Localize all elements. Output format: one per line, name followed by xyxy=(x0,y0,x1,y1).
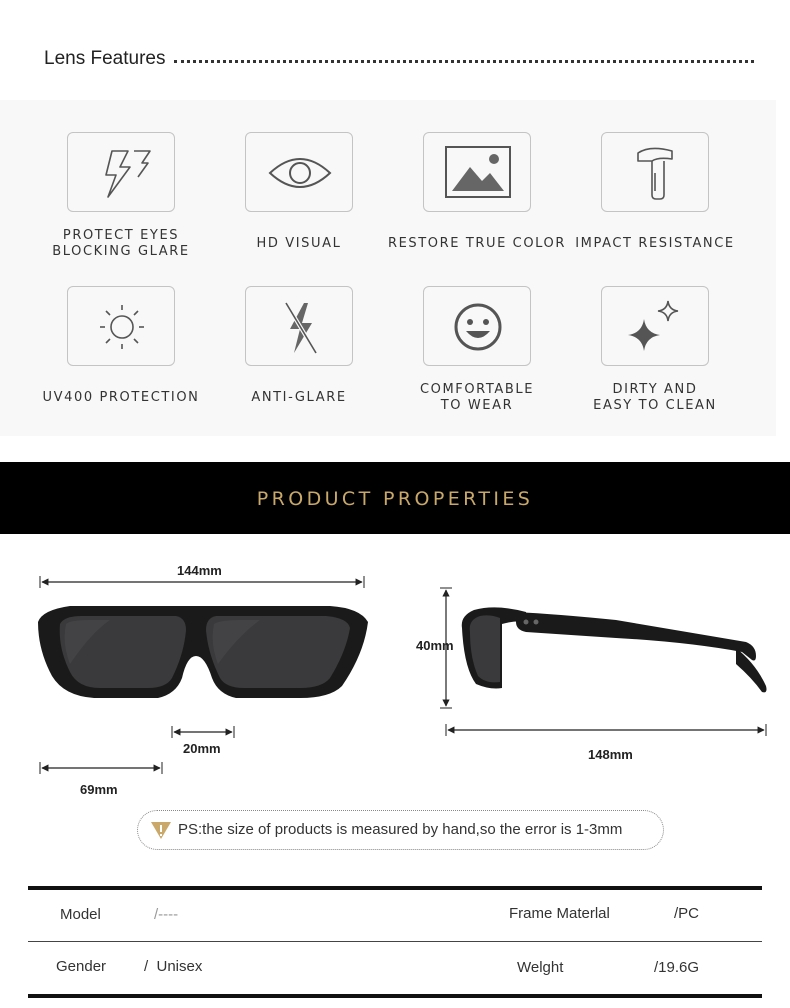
lens-width-label: 69mm xyxy=(80,782,118,797)
gender-label: Gender xyxy=(56,958,107,975)
gender-value: / Unisex xyxy=(144,958,203,975)
temple-length-label: 148mm xyxy=(588,747,633,762)
sparkle-icon xyxy=(601,286,709,366)
dotted-divider xyxy=(174,60,754,63)
anti-glare-icon xyxy=(245,286,353,366)
feature-label: IMPACT RESISTANCE xyxy=(575,236,735,251)
feature-label: RESTORE TRUE COLOR xyxy=(387,236,567,251)
feature-label: UV400 PROTECTION xyxy=(42,390,200,405)
smiley-icon xyxy=(423,286,531,366)
dimensions-section xyxy=(0,534,790,874)
lens-features-header xyxy=(44,44,754,74)
model-value: /---- xyxy=(154,906,179,923)
section-title: Lens Features xyxy=(44,48,166,69)
lens-height-label: 40mm xyxy=(416,638,454,653)
feature-label: PROTECT EYES BLOCKING GLARE xyxy=(52,228,190,259)
feature-label: HD VISUAL xyxy=(256,236,342,251)
frame-material-label: Frame Materlal xyxy=(509,905,610,922)
frame-material-value: /PC xyxy=(674,905,700,922)
spec-table xyxy=(28,886,762,998)
feature-label: ANTI-GLARE xyxy=(251,390,347,405)
note-text: PS:the size of products is measured by hand,so the error is 1-3mm xyxy=(178,821,623,838)
frame-width-label: 144mm xyxy=(177,563,222,578)
table-top-rule xyxy=(28,886,762,890)
weight-value: /19.6G xyxy=(654,959,700,976)
measurement-note xyxy=(137,810,664,850)
picture-icon xyxy=(423,132,531,212)
features-panel xyxy=(0,100,776,436)
eye-icon xyxy=(245,132,353,212)
table-bottom-rule xyxy=(28,994,762,998)
table-row-divider xyxy=(28,941,762,942)
bridge-width-label: 20mm xyxy=(183,741,221,756)
weight-label: Welght xyxy=(517,959,564,976)
feature-label: COMFORTABLE TO WEAR xyxy=(419,382,535,413)
dimension-lines-side xyxy=(436,582,776,742)
hammer-icon xyxy=(601,132,709,212)
warning-icon xyxy=(150,820,172,840)
banner-title: PRODUCT PROPERTIES xyxy=(256,488,534,510)
model-label: Model xyxy=(60,906,101,923)
sun-icon xyxy=(67,286,175,366)
feature-label: DIRTY AND EASY TO CLEAN xyxy=(593,382,717,413)
product-properties-banner xyxy=(0,462,790,534)
lightning-icon xyxy=(67,132,175,212)
